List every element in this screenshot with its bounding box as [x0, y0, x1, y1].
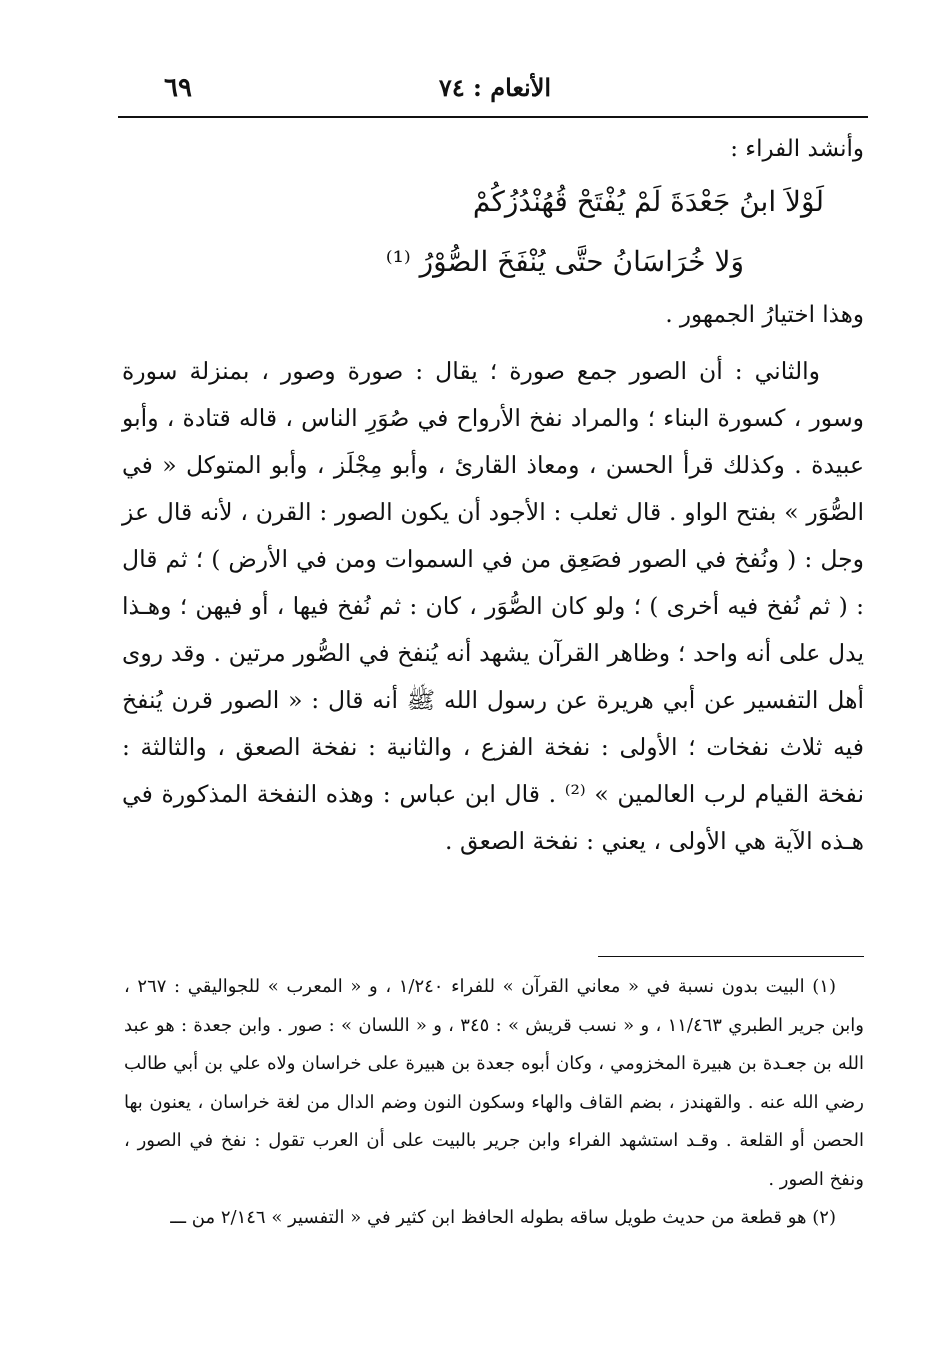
paragraph-gap [122, 338, 864, 348]
footnote-divider [598, 956, 864, 957]
running-title: الأنعام : ٧٤ [438, 73, 552, 102]
commentary-paragraph: والثاني : أن الصور جمع صورة ؛ يقال : صورة وصور ، بمنزلة سورة وسور ، كسورة البناء ؛ والمراد نفخ الأرواح في صُوَرِ الناس ، قاله قتادة ، وأبو عبيدة . وكذلك قرأ الحسن ، ومعاذ القارئ ، وأبو مِجْلَز ، وأبو المتوكل « في الصُّوَر » بفتح الواو . قال ثعلب : الأجود أن يكون الصور : القرن ، لأنه قال عز وجل : ( ونُفخ في الصور فصَعِق من في السموات ومن في الأرض ) ؛ ثم قال : ( ثم نُفخ فيه أخرى ) ؛ ولو كان الصُّوَر ، كان : ثم نُفخ فيها ، أو فيهن ؛ وهـذا يدل على أنه واحد ؛ وظاهر القرآن يشهد أنه يُنفخ في الصُّور مرتين . وقد روى أهل التفسير عن أبي هريرة عن رسول الله ﷺ أنه قال : « الصور قرن يُنفخ فيه ثلاث نفخات ؛ الأولى : نفخة الفزع ، والثانية : نفخة الصعق ، والثالثة : نفخة القيام لرب العالمين » ⁽²⁾ . قال ابن عباس : وهذه النفخة المذكورة في هـذه الآية هي الأولى ، يعني : نفخة الصعق . [122, 357, 864, 855]
footnote-2: (٢) هو قطعة من حديث طويل ساقه بطوله الحافظ ابن كثير في « التفسير » ٢/١٤٦ من ـــ [170, 1207, 836, 1228]
footnotes [124, 968, 864, 1238]
poem-verse-line-1: لَوْلاَ ابنُ جَعْدَةَ لَمْ يُفْتَحْ قُهُنْدُزُكُمْ [472, 185, 824, 218]
intro-line: وأنشد الفراء : [730, 136, 864, 162]
conclusion-line: وهذا اختيارُ الجمهور . [665, 302, 864, 328]
main-text [122, 126, 864, 865]
footnote-1: (١) البيت بدون نسبة في « معاني القرآن » للفراء ١/٢٤٠ ، و « المعرب » للجواليقي : ٢٦٧ ، وابن جرير الطبري ١١/٤٦٣ ، و « نسب قريش » : ٣٤٥ ، و « اللسان » : صور . وابن جعدة : هو عبد الله بن جعـدة بن هبيرة المخزومي ، وكان أبوه جعدة بن هبيرة على خراسان ولاه علي بن أبي طالب رضي الله عنه . والقهندز ، بضم القاف والهاء وسكون النون وضم الدال من لغة خراسان ، يعنون بها الحصن أو القلعة . وقـد استشهد الفراء وابن جرير بالبيت على أن العرب تقول : نفخ في الصور ، ونفخ الصور . [124, 976, 864, 1190]
page-header [120, 68, 870, 110]
poem-verse-line-2: وَلا خُرَاسَانُ حتَّى يُنْفَخَ الصُّوْرُ ⁽¹⁾ [385, 245, 744, 278]
header-divider [118, 116, 868, 118]
page-number: ٦٩ [164, 73, 192, 103]
